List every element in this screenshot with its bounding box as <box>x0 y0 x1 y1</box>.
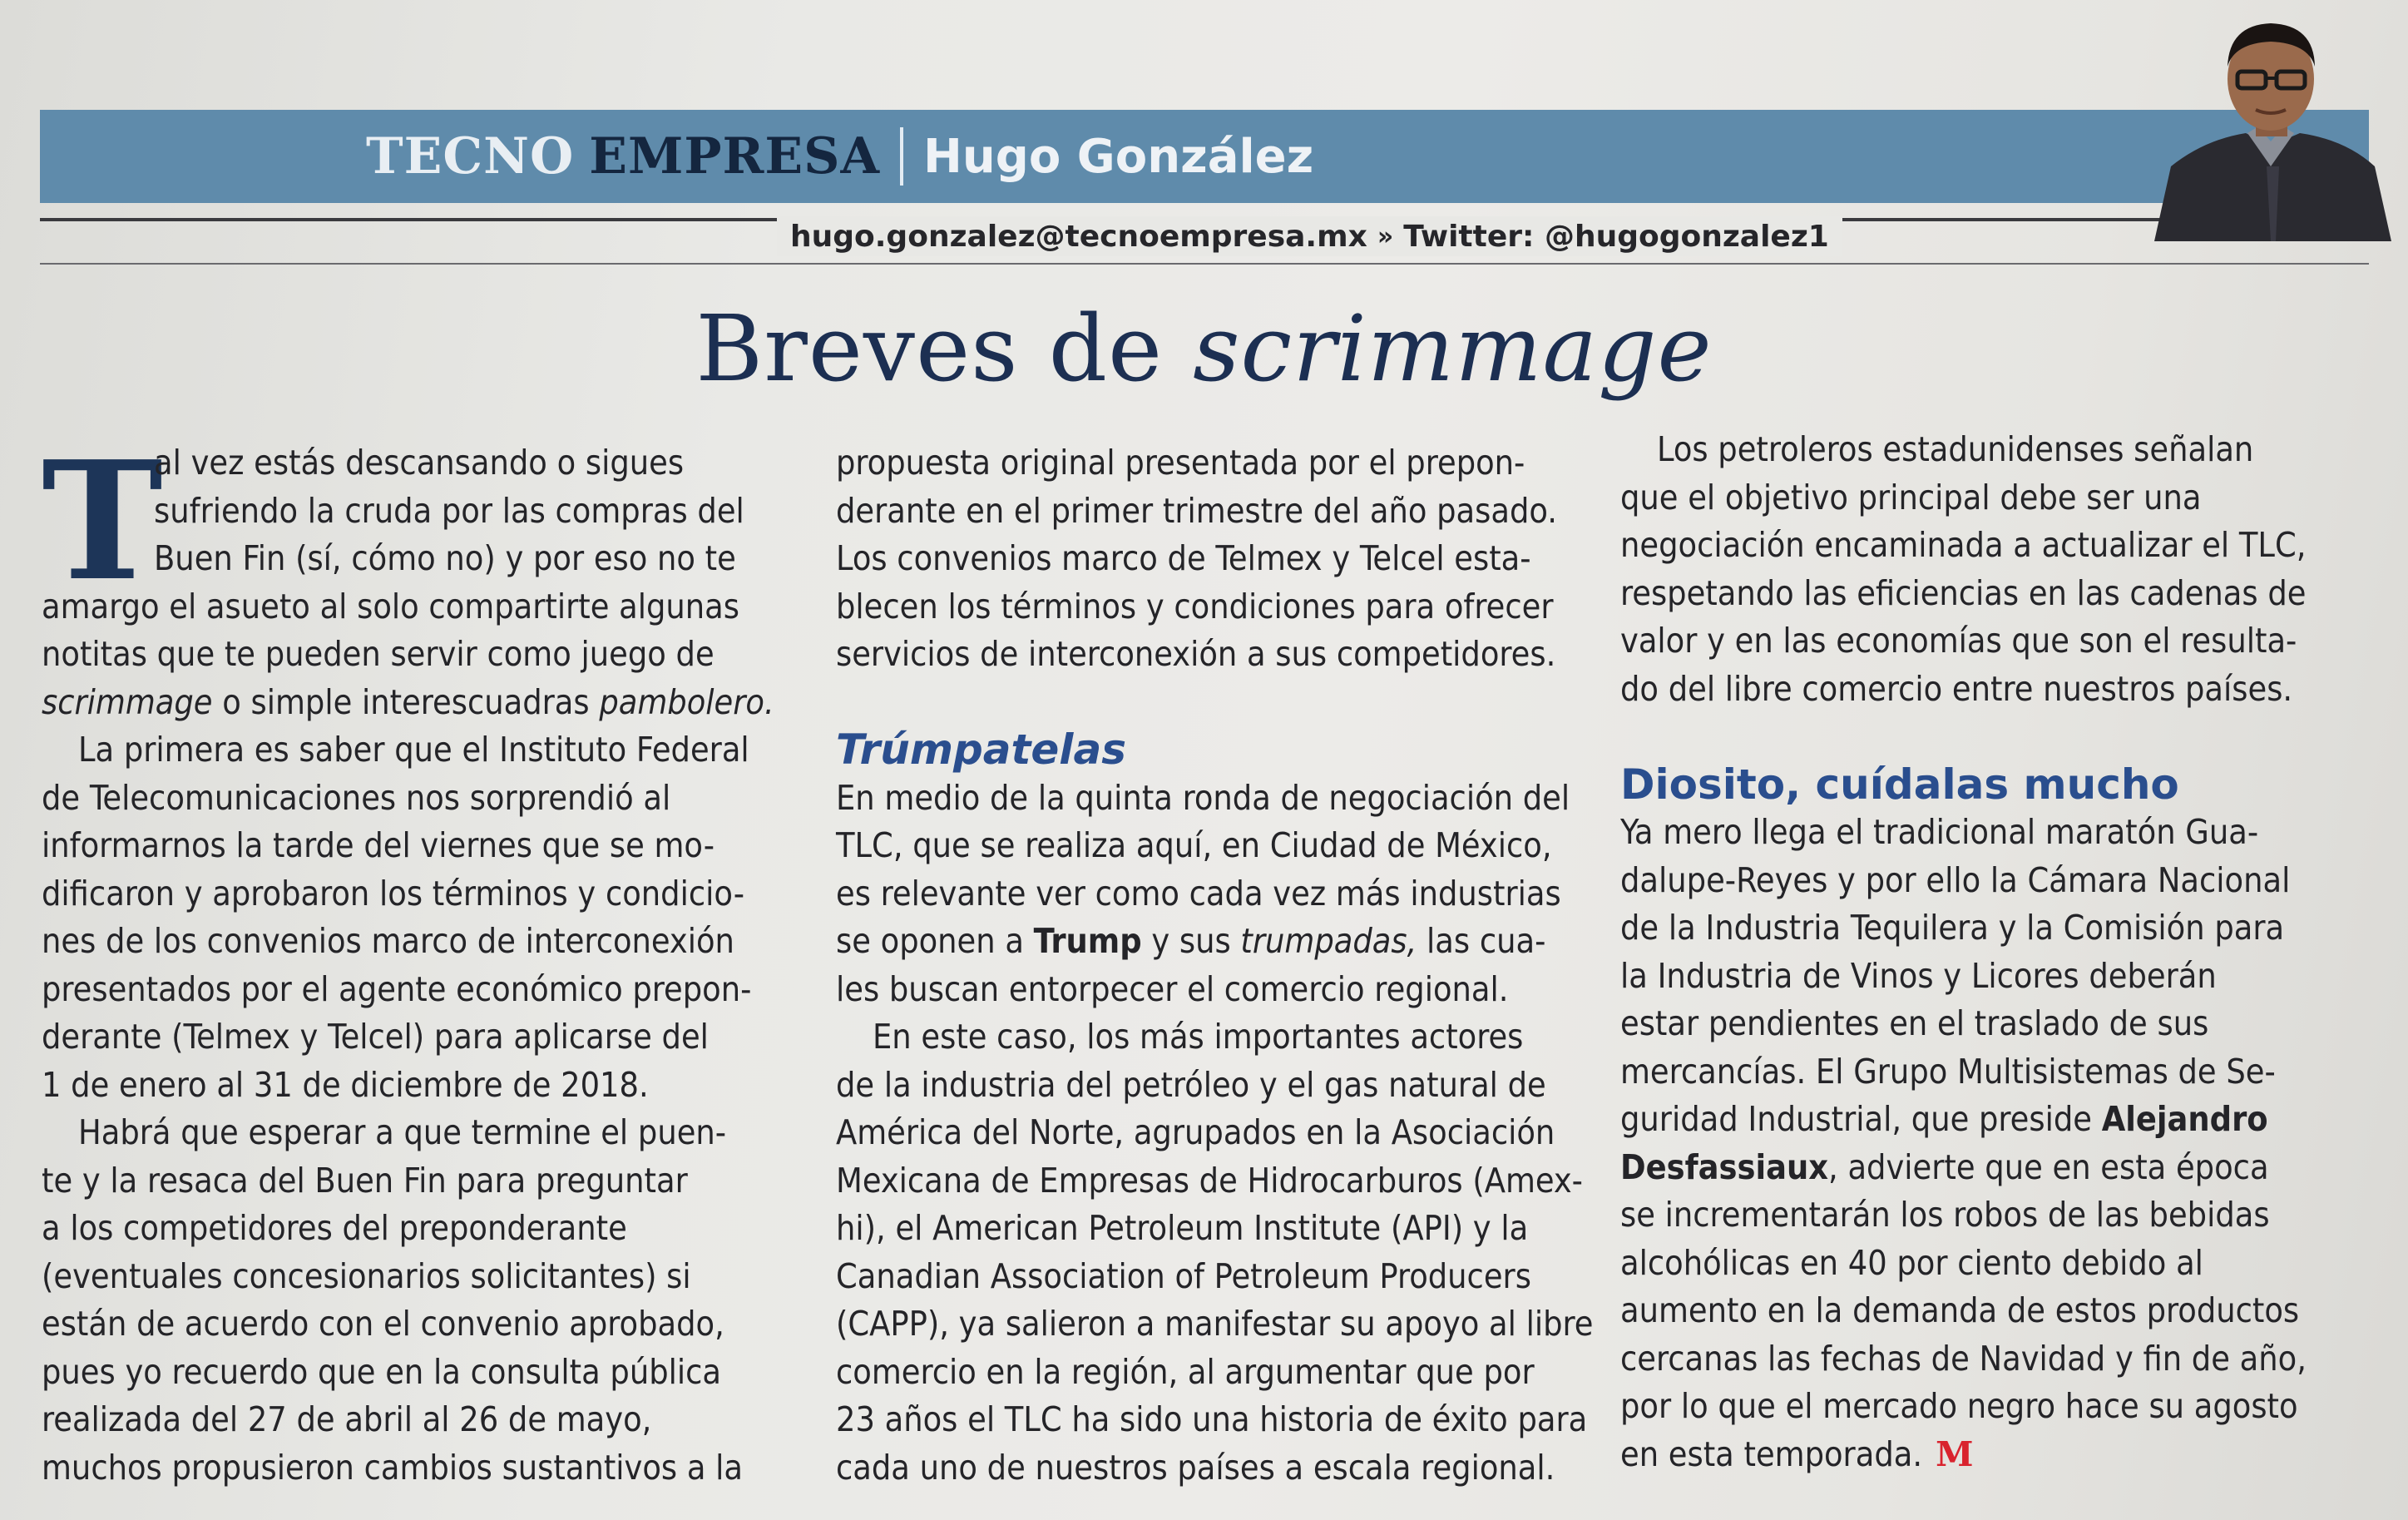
text-line: amargo el asueto al solo compartirte algunas <box>42 586 739 626</box>
text-line: de Telecomunicaciones nos sorprendió al <box>42 777 671 818</box>
text-line: do del libre comercio entre nuestros países. <box>1620 668 2293 709</box>
text-line: cada uno de nuestros países a escala regional. <box>836 1447 1555 1488</box>
text-line: a los competidores del preponderante <box>42 1208 627 1248</box>
bold-name: Desfassiaux <box>1620 1146 1829 1187</box>
text-line: alcohólicas en 40 por ciento debido al <box>1620 1242 2203 1283</box>
text-line: negociación encaminada a actualizar el TLC, <box>1620 525 2307 565</box>
text-line: derante en el primer trimestre del año pasado. <box>836 490 1557 531</box>
text-line: realizada del 27 de abril al 26 de mayo, <box>42 1399 652 1439</box>
text-line: comercio en la región, al argumentar que por <box>836 1351 1535 1392</box>
header-rule-bottom <box>40 263 2369 265</box>
text-line: Ya mero llega el tradicional maratón Gua- <box>1620 812 2259 852</box>
text-line <box>1620 1096 2386 1144</box>
text-line: hi), el American Petroleum Institute (API) y la <box>836 1208 1529 1248</box>
text-line: dificaron y aprobaron los términos y condicio- <box>42 873 745 913</box>
italic-term: scrimmage <box>42 681 213 722</box>
text-line: 1 de enero al 31 de diciembre de 2018. <box>42 1064 649 1105</box>
text-line: En este caso, los más importantes actores <box>873 1017 1524 1057</box>
headline-part-1: Breves de <box>695 295 1164 402</box>
text-line: nes de los convenios marco de interconexión <box>42 921 734 961</box>
text-line <box>1620 1431 2386 1479</box>
text-line: les buscan entorpecer el comercio regional. <box>836 968 1509 1009</box>
text-line: blecen los términos y condiciones para ofrecer <box>836 586 1554 626</box>
author-email: hugo.gonzalez@tecnoempresa.mx <box>790 219 1367 254</box>
text-fragment: y sus <box>1141 921 1241 961</box>
text-line: notitas que te pueden servir como juego de <box>42 634 714 674</box>
section-name-tecno: TECNO <box>366 127 575 186</box>
text-line: es relevante ver como cada vez más industrias <box>836 873 1561 913</box>
italic-term: trumpadas, <box>1240 921 1417 961</box>
text-line: derante (Telmex y Telcel) para aplicarse del <box>42 1017 709 1057</box>
text-fragment: o simple interescuadras <box>212 681 600 722</box>
text-line: se incrementarán los robos de las bebidas <box>1620 1195 2270 1235</box>
text-line <box>1620 1144 2386 1192</box>
text-line: cercanas las fechas de Navidad y fin de año, <box>1620 1338 2307 1379</box>
author-contact <box>777 216 1842 256</box>
text-line: que el objetivo principal debe ser una <box>1620 477 2202 517</box>
column-header-title <box>366 123 1313 190</box>
text-line: respetando las eficiencias en las cadenas de <box>1620 572 2307 613</box>
text-line: TLC, que se realiza aquí, en Ciudad de México, <box>836 825 1552 865</box>
text-line: Buen Fin (sí, cómo no) y por eso no te <box>154 538 736 578</box>
text-line: América del Norte, agrupados en la Asociación <box>836 1112 1555 1152</box>
header-divider <box>900 127 903 186</box>
text-line: aumento en la demanda de estos productos <box>1620 1290 2300 1330</box>
text-line <box>42 679 807 727</box>
text-line: Habrá que esperar a que termine el puen- <box>78 1112 727 1152</box>
text-line: propuesta original presentada por el prepon- <box>836 443 1525 483</box>
text-fragment: guridad Industrial, que preside <box>1620 1099 2102 1139</box>
text-line: por lo que el mercado negro hace su agosto <box>1620 1386 2298 1426</box>
text-line: (eventuales concesionarios solicitantes) si <box>42 1255 691 1296</box>
text-line: La primera es saber que el Instituto Federal <box>78 730 749 770</box>
text-line: Canadian Association of Petroleum Producers <box>836 1255 1531 1296</box>
bold-name: Alejandro <box>2101 1099 2268 1139</box>
text-line: muchos propusieron cambios sustantivos a la <box>42 1447 744 1488</box>
text-line: te y la resaca del Buen Fin para preguntar <box>42 1160 688 1201</box>
author-name: Hugo González <box>923 129 1314 184</box>
text-line: sufriendo la cruda por las compras del <box>154 490 744 531</box>
article-column-1 <box>42 426 807 1492</box>
text-line: la Industria de Vinos y Licores deberán <box>1620 955 2217 996</box>
author-photo <box>2146 0 2396 241</box>
article-column-3 <box>1620 426 2386 1478</box>
double-chevron-icon: » <box>1377 221 1394 251</box>
author-twitter: Twitter: @hugogonzalez1 <box>1403 219 1829 254</box>
text-fragment: las cua- <box>1417 921 1546 961</box>
text-line: al vez estás descansando o sigues <box>154 443 685 483</box>
text-line: valor y en las economías que son el resulta- <box>1620 621 2297 661</box>
text-line: están de acuerdo con el convenio aprobado, <box>42 1304 724 1344</box>
text-line: mercancías. El Grupo Multisistemas de Se- <box>1620 1051 2276 1092</box>
text-line: Mexicana de Empresas de Hidrocarburos (Amex- <box>836 1160 1583 1201</box>
subhead-trumpatelas: Trúmpatelas <box>836 725 1126 774</box>
text-line: informarnos la tarde del viernes que se mo- <box>42 825 715 865</box>
bold-name: Trump <box>1033 921 1142 961</box>
text-line: de la Industria Tequilera y la Comisión para <box>1620 908 2285 948</box>
text-line: Los convenios marco de Telmex y Telcel esta- <box>836 538 1531 578</box>
text-line: pues yo recuerdo que en la consulta pública <box>42 1351 722 1392</box>
spacer <box>1620 713 2386 761</box>
text-line: (CAPP), ya salieron a manifestar su apoyo al libre <box>836 1304 1594 1344</box>
section-name-empresa: EMPRESA <box>589 127 880 186</box>
text-line: 23 años el TLC ha sido una historia de éxito para <box>836 1399 1588 1439</box>
text-fragment: en esta temporada. <box>1620 1433 1923 1474</box>
spacer <box>836 679 1601 727</box>
headline-part-2: scrimmage <box>1193 295 1713 402</box>
text-line: En medio de la quinta ronda de negociación del <box>836 777 1570 818</box>
text-line: de la industria del petróleo y el gas natural de <box>836 1064 1546 1105</box>
end-mark-icon: M <box>1936 1433 1974 1474</box>
text-fragment: , advierte que en esta época <box>1828 1146 2269 1187</box>
text-line: servicios de interconexión a sus competidores. <box>836 634 1556 674</box>
article-headline <box>0 295 2408 402</box>
text-line <box>836 918 1601 966</box>
subhead-diosito: Diosito, cuídalas mucho <box>1620 760 2179 809</box>
text-line: Los petroleros estadunidenses señalan <box>1657 429 2254 469</box>
text-line: presentados por el agente económico prepon- <box>42 968 752 1009</box>
italic-term: pambolero. <box>599 681 774 722</box>
drop-cap: T <box>42 426 163 617</box>
article-column-2 <box>836 439 1601 1492</box>
text-line: estar pendientes en el traslado de sus <box>1620 1003 2209 1043</box>
text-fragment: se oponen a <box>836 921 1034 961</box>
text-line: dalupe-Reyes y por ello la Cámara Nacional <box>1620 859 2291 900</box>
